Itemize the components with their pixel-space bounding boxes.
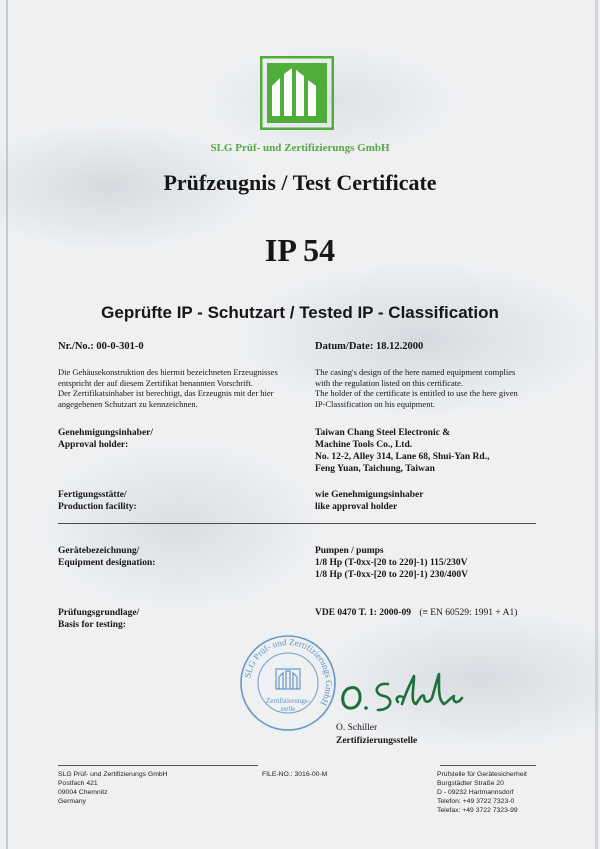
slg-logo-icon [260, 56, 334, 130]
left-edge [6, 0, 8, 849]
value-line: 1/8 Hp (T-0xx-[20 to 220]-1) 115/230V [315, 558, 468, 568]
value-line: Taiwan Chang Steel Electronic & [315, 428, 451, 438]
basis-equivalent: (≡ EN 60529: 1991 + A1) [419, 608, 518, 618]
stamp-center-text: Zertifizierungs- [266, 697, 310, 705]
footer-line: D - 09232 Hartmannsdorf [437, 789, 514, 796]
footer-line: Telefon: +49 3722 7323-0 [437, 798, 515, 805]
value-line: wie Genehmigungsinhaber [315, 490, 424, 500]
label-de: Genehmigungsinhaber/ [58, 428, 154, 438]
footer-line: Telefax: +49 3722 7323-99 [437, 807, 518, 814]
intro-german-line: angegebenen Schutzart zu kennzeichnen. [58, 398, 198, 409]
value-line: No. 12-2, Alley 314, Lane 68, Shui-Yan Rd., [315, 452, 490, 462]
equipment-value [315, 545, 468, 581]
footer-line: Germany [58, 798, 86, 805]
footer-rule-right [440, 765, 536, 766]
intro-german-line: Die Gehäusekonstruktion des hiermit bezeichneten Erzeugnisses [58, 367, 278, 377]
value-line: 1/8 Hp (T-0xx-[20 to 220]-1) 230/400V [315, 570, 468, 580]
footer-line: Burgstädter Straße 20 [437, 780, 504, 787]
basis-value [315, 607, 517, 619]
intro-english-line: The holder of the certificate is entitled to use the here given [315, 388, 518, 398]
certificate-date: Datum/Date: 18.12.2000 [315, 341, 424, 352]
label-de: Prüfungsgrundlage/ [58, 608, 140, 618]
stamp-ring-text: SLG Prüf- und Zertifizierungs GmbH [242, 636, 335, 708]
intro-german-line: Der Zertifikatsinhaber ist berechtigt, das Erzeugnis mit der hier [58, 388, 274, 398]
footer-line: 09004 Chemnitz [58, 789, 108, 796]
production-facility-label [58, 489, 137, 513]
production-facility-value [315, 489, 423, 513]
label-de: Fertigungsstätte/ [58, 490, 127, 500]
basis-label [58, 607, 139, 631]
footer-line: Prüfstelle für Gerätesicherheit [437, 771, 527, 778]
right-edge [595, 0, 598, 849]
footer-address-left [58, 770, 168, 806]
company-name: SLG Prüf- und Zertifizierungs GmbH [210, 142, 390, 154]
intro-german [58, 367, 278, 409]
certification-stamp-icon [238, 633, 338, 733]
signer-block [336, 722, 417, 748]
footer-line: SLG Prüf- und Zertifizierungs GmbH [58, 771, 168, 778]
handwritten-signature-icon [336, 668, 466, 716]
ip-rating: IP 54 [264, 232, 336, 268]
approval-holder-label [58, 427, 153, 451]
intro-english [315, 367, 518, 409]
footer-address-right [437, 770, 527, 815]
signer-name: O. Schiller [336, 723, 378, 733]
intro-german-line: entspricht der auf diesem Zertifikat benannten Vorschrift. [58, 377, 253, 388]
value-line: like approval holder [315, 502, 398, 512]
label-en: Approval holder: [58, 440, 129, 450]
basis-standard: VDE 0470 T. 1: 2000-09 [315, 608, 411, 618]
equipment-label [58, 545, 155, 569]
section-divider [58, 523, 536, 524]
intro-english-line: with the regulation listed on this certificate. [315, 377, 463, 388]
value-line: Machine Tools Co., Ltd. [315, 440, 413, 450]
signer-title: Zertifizierungsstelle [336, 736, 418, 746]
certificate-title: Prüfzeugnis / Test Certificate [163, 170, 437, 195]
certificate-number: Nr./No.: 00-0-301-0 [58, 341, 144, 352]
footer-rule-left [58, 765, 258, 766]
footer-file-no: FILE-NO.: 3016-00-M [262, 771, 328, 778]
value-line: Pumpen / pumps [315, 546, 384, 556]
intro-english-line: The casing's design of the here named equipment complies [315, 367, 516, 377]
label-de: Gerätebezeichnung/ [58, 546, 140, 556]
certificate-subtitle: Geprüfte IP - Schutzart / Tested IP - Classification [101, 303, 499, 322]
intro-english-line: IP-Classification on his equipment. [315, 398, 435, 409]
label-en: Production facility: [58, 502, 137, 512]
label-en: Equipment designation: [58, 558, 156, 568]
value-line: Feng Yuan, Taichung, Taiwan [315, 464, 435, 474]
approval-holder-value [315, 427, 489, 475]
label-en: Basis for testing: [58, 620, 126, 630]
footer-line: Postfach 421 [58, 780, 98, 787]
stamp-center-text: stelle [280, 705, 296, 713]
